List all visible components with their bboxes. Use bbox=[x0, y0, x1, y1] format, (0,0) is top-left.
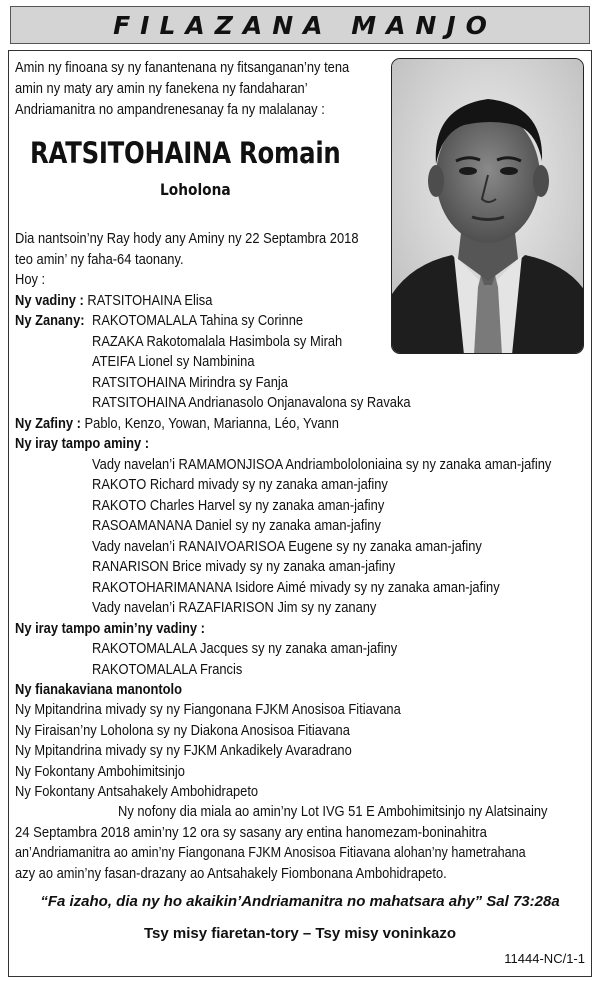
child-entry: ATEIFA Lionel sy Nambinina bbox=[92, 353, 255, 370]
spouse-siblings-label: Ny iray tampo amin’ny vadiny : bbox=[15, 620, 205, 637]
sibling-entry: RAKOTO Charles Harvel sy ny zanaka aman-jafiny bbox=[92, 497, 385, 514]
portrait-icon bbox=[392, 59, 584, 354]
sibling-entry: Vady navelan’i RANAIVOARISOA Eugene sy ny zanaka aman-jafiny bbox=[92, 538, 482, 555]
grandchildren-names: Pablo, Kenzo, Yowan, Marianna, Léo, Yvann bbox=[84, 415, 339, 432]
death-notice-line: Hoy : bbox=[15, 271, 46, 288]
notice-header bbox=[10, 6, 590, 44]
child-entry: RAZAKA Rakotomalala Hasimbola sy Mirah bbox=[92, 333, 343, 350]
extended-family-label: Ny fianakaviana manontolo bbox=[15, 681, 183, 698]
scripture-quote: “Fa izaho, dia ny ho akaikin’Andriamanitra no mahatsara ahy” Sal 73:28a bbox=[40, 893, 560, 910]
funeral-line: an’Andriamanitra ao amin’ny Fiangonana FJKM Anosisoa Fitiavana alohan’ny hametrahana bbox=[15, 844, 526, 861]
intro-line: amin ny maty ary amin ny fanekena ny fandaharan’ bbox=[15, 80, 308, 97]
sibling-entry: Vady navelan’i RAMAMONJISOA Andriambololoniaina sy ny zanaka aman-jafiny bbox=[92, 456, 552, 473]
sibling-entry: RAKOTOHARIMANANA Isidore Aimé mivady sy ny zanaka aman-jafiny bbox=[92, 579, 500, 596]
grandchildren-label: Ny Zafiny : bbox=[15, 415, 81, 432]
spouse-sibling-entry: RAKOTOMALALA Francis bbox=[92, 661, 243, 678]
grandchildren-row bbox=[15, 414, 339, 434]
death-notice-line: teo amin’ ny faha-64 taonany. bbox=[15, 251, 184, 268]
organization-entry: Ny Mpitandrina mivady sy ny Fiangonana FJKM Anosisoa Fitiavana bbox=[15, 701, 401, 718]
spouse-name: RATSITOHAINA Elisa bbox=[87, 292, 213, 309]
organization-entry: Ny Fokontany Ambohimitsinjo bbox=[15, 763, 185, 780]
child-entry: RAKOTOMALALA Tahina sy Corinne bbox=[92, 312, 304, 329]
child-entry: RATSITOHAINA Andrianasolo Onjanavalona sy Ravaka bbox=[92, 394, 411, 411]
children-label: Ny Zanany: bbox=[15, 312, 85, 329]
deceased-name: RATSITOHAINA Romain bbox=[30, 136, 341, 170]
portrait-photo bbox=[391, 58, 584, 354]
child-entry: RATSITOHAINA Mirindra sy Fanja bbox=[92, 374, 288, 391]
spouse-row bbox=[15, 291, 212, 311]
spouse-label: Ny vadiny : bbox=[15, 292, 84, 309]
sibling-entry: Vady navelan’i RAZAFIARISON Jim sy ny zanany bbox=[92, 599, 377, 616]
spouse-sibling-entry: RAKOTOMALALA Jacques sy ny zanaka aman-jafiny bbox=[92, 640, 398, 657]
intro-line: Amin ny finoana sy ny fanantenana ny fitsanganan’ny tena bbox=[15, 59, 350, 76]
reference-code: 11444-NC/1-1 bbox=[504, 951, 585, 966]
funeral-line: 24 Septambra 2018 amin’ny 12 ora sy sasany ary entina hanomezam-boninahitra bbox=[15, 824, 487, 841]
intro-line: Andriamanitra no ampandrenesanay fa ny malalanay : bbox=[15, 101, 325, 118]
closing-note: Tsy misy fiaretan-tory – Tsy misy voninkazo bbox=[143, 925, 457, 942]
sibling-entry: RASOAMANANA Daniel sy ny zanaka aman-jafiny bbox=[92, 517, 381, 534]
sibling-entry: RANARISON Brice mivady sy ny zanaka aman-jafiny bbox=[92, 558, 396, 575]
sibling-entry: RAKOTO Richard mivady sy ny zanaka aman-jafiny bbox=[92, 476, 388, 493]
organization-entry: Ny Mpitandrina mivady sy ny FJKM Ankadikely Avaradrano bbox=[15, 742, 352, 759]
death-notice-line: Dia nantsoin’ny Ray hody any Aminy ny 22 Septambra 2018 bbox=[15, 230, 359, 247]
organization-entry: Ny Fokontany Antsahakely Ambohidrapeto bbox=[15, 783, 259, 800]
organization-entry: Ny Firaisan’ny Loholona sy ny Diakona Anosisoa Fitiavana bbox=[15, 722, 350, 739]
funeral-line: azy ao amin’ny fasan-drazany ao Antsahakely Fiombonana Ambohidrapeto. bbox=[15, 865, 447, 882]
siblings-label: Ny iray tampo aminy : bbox=[15, 435, 150, 452]
deceased-title: Loholona bbox=[160, 180, 231, 199]
funeral-line: Ny nofony dia miala ao amin’ny Lot IVG 51 E Ambohimitsinjo ny Alatsinainy bbox=[118, 803, 548, 820]
notice-title: FILAZANA MANJO bbox=[113, 10, 497, 40]
